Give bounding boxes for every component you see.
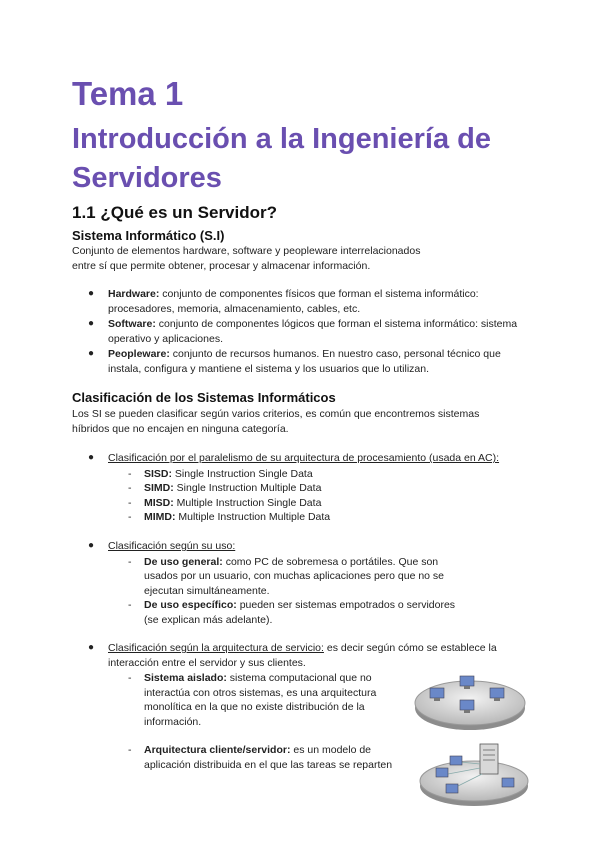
components-list [72, 287, 532, 377]
subsection-heading-si: Sistema Informático (S.I) [72, 228, 225, 243]
sub-item: - Sistema aislado: sistema computacional que no interactúa con otros sistemas, es una arquitectura monolítica en la que no existe distribución de la información. [128, 672, 377, 728]
subsection-heading-clasificacion: Clasificación de los Sistemas Informáticos [72, 390, 336, 405]
sub-item: - MISD: Multiple Instruction Single Data [128, 496, 322, 509]
sub-item: - SISD: Single Instruction Single Data [128, 467, 313, 480]
sub-item: - Arquitectura cliente/servidor: es un modelo de aplicación distribuida en el que las tareas se reparten [128, 744, 393, 771]
list-item: ● Clasificación según su uso: [88, 540, 236, 552]
clasif-uso-list [72, 539, 532, 627]
list-item: ● Clasificación según la arquitectura de servicio: es decir según cómo se establece la interacción entre el servidor y sus clientes. [88, 642, 497, 669]
si-definition: Conjunto de elementos hardware, software y peopleware interrelacionados entre sí que permite obtener, procesar y almacenar información. [72, 245, 421, 272]
clasificacion-intro: Los SI se pueden clasificar según varios criterios, es común que encontremos sistemas híbridos que no encajen en ninguna categoría. [72, 408, 480, 435]
client-server-illustration [418, 738, 530, 808]
sub-item: - De uso específico: pueden ser sistemas empotrados o servidores (se explican más adelante). [128, 599, 456, 626]
list-item: ● Peopleware: conjunto de recursos humanos. En nuestro caso, personal técnico que instala, configura y mantiene el sistema y los usuarios que lo utilizan. [88, 348, 501, 375]
computer-icon [436, 768, 448, 777]
computer-icon [502, 778, 514, 787]
sub-item: - SIMD: Single Instruction Multiple Data [128, 482, 322, 494]
list-item: ● Clasificación por el paralelismo de su arquitectura de procesamiento (usada en AC): [88, 452, 500, 464]
sub-item: - MIMD: Multiple Instruction Multiple Data [128, 511, 331, 523]
computer-icon [446, 784, 458, 793]
section-heading: 1.1 ¿Qué es un Servidor? [72, 203, 278, 222]
isolated-system-illustration [412, 664, 528, 732]
chapter-title: Introducción a la Ingeniería de Servidores [72, 123, 491, 194]
list-item: ● Software: conjunto de componentes lógicos que forman el sistema informático: sistema operativo y aplicaciones. [88, 318, 518, 345]
tema-title: Tema 1 [72, 75, 184, 112]
server-icon [480, 744, 498, 774]
list-item: ● Hardware: conjunto de componentes físicos que forman el sistema informático: procesadores, memoria, almacenamiento, cables, etc. [88, 288, 479, 315]
sub-item: - De uso general: como PC de sobremesa o portátiles. Que son usados por un usuario, con muchas aplicaciones pero que no se ejecutan simultáneamente. [128, 555, 445, 597]
clasif-paralelismo-list [72, 451, 532, 525]
computer-icon [450, 756, 462, 765]
